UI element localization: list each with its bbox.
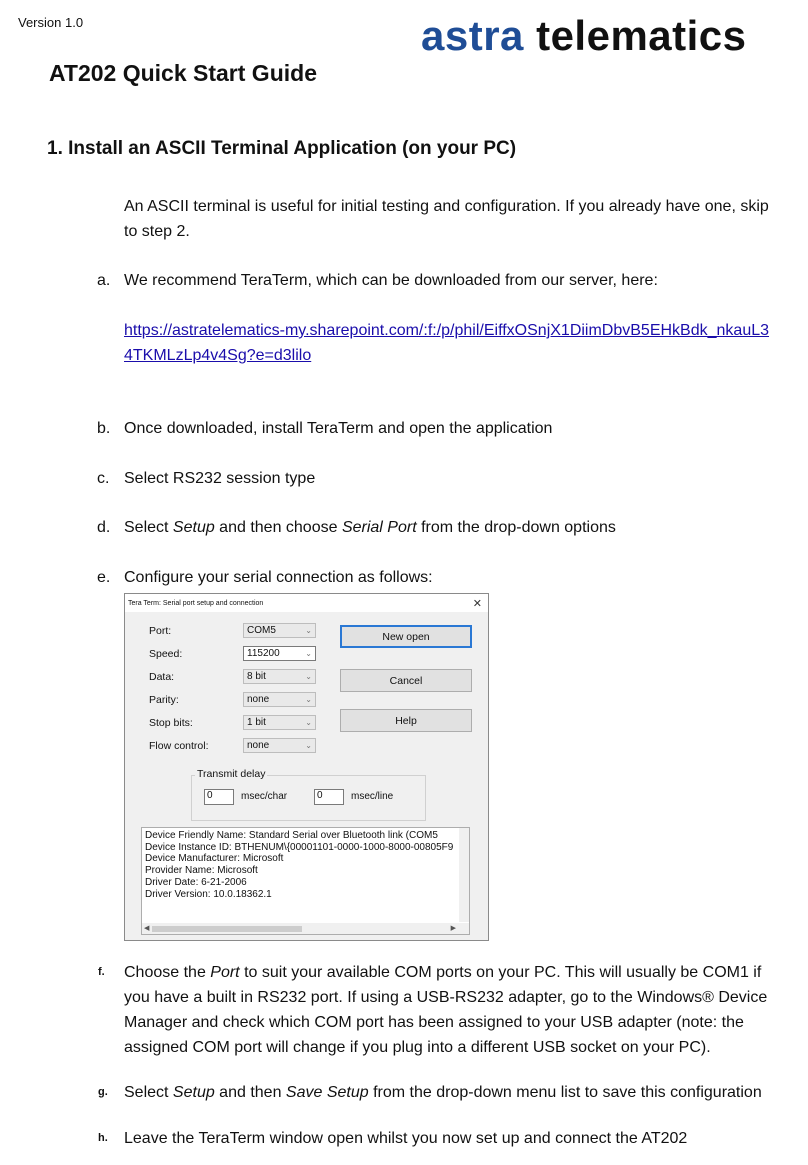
device-info-box xyxy=(141,827,470,935)
step-b-text: Once downloaded, install TeraTerm and open the application xyxy=(124,420,553,437)
step-h-text: Leave the TeraTerm window open whilst you now set up and connect the AT202 xyxy=(124,1130,688,1147)
scroll-right-icon[interactable]: ▶ xyxy=(450,925,456,932)
chevron-down-icon: ⌄ xyxy=(305,626,312,635)
data-select[interactable]: 8 bit ⌄ xyxy=(243,669,316,684)
flow-control-select[interactable]: none ⌄ xyxy=(243,738,316,753)
new-open-button[interactable]: New open xyxy=(340,625,472,648)
step-f-text: Choose the Port to suit your available COM ports on your PC. This will usually be COM1 if you have a built in RS232 port. If using a USB-RS232 adapter, go to the Windows® Device Manager and check which COM port has been assigned to your USB adapter (note: the assigned COM port will change if you plug into a different USB socket on your PC). xyxy=(124,964,768,1056)
line-delay-input[interactable]: 0 xyxy=(314,789,344,805)
close-icon[interactable]: ✕ xyxy=(472,597,482,610)
step-e-text: Configure your serial connection as follows: xyxy=(124,569,433,586)
device-info-line: Device Friendly Name: Standard Serial over Bluetooth link (COM5 xyxy=(145,830,438,841)
serial-port-dialog xyxy=(124,593,489,941)
stop-bits-label: Stop bits: xyxy=(149,716,193,729)
device-info-line: Provider Name: Microsoft xyxy=(145,865,258,877)
dialog-titlebar xyxy=(125,594,488,612)
line-delay-unit: msec/line xyxy=(351,791,394,802)
logo-word-telematics: telematics xyxy=(536,12,747,59)
chevron-down-icon: ⌄ xyxy=(305,649,312,658)
char-delay-input[interactable]: 0 xyxy=(204,789,234,805)
section-heading: 1. Install an ASCII Terminal Application (on your PC) xyxy=(47,138,517,159)
stop-bits-select[interactable]: 1 bit ⌄ xyxy=(243,715,316,730)
speed-label: Speed: xyxy=(149,647,183,660)
chevron-down-icon: ⌄ xyxy=(305,718,312,727)
port-label: Port: xyxy=(149,624,172,637)
help-button[interactable]: Help xyxy=(340,709,472,732)
device-info-line: Device Instance ID: BTHENUM\{00001101-0000-1000-8000-00805F9 xyxy=(145,841,454,853)
parity-label: Parity: xyxy=(149,693,179,706)
step-g-marker: g. xyxy=(98,1086,108,1098)
parity-select[interactable]: none ⌄ xyxy=(243,692,316,707)
intro-paragraph: An ASCII terminal is useful for initial testing and configuration. If you already have one, skip to step 2. xyxy=(124,198,769,240)
port-select[interactable]: COM5 ⌄ xyxy=(243,623,316,638)
transmit-delay-group xyxy=(191,768,426,821)
chevron-down-icon: ⌄ xyxy=(305,695,312,704)
step-g-text: Select Setup and then Save Setup from the drop-down menu list to save this configuration xyxy=(124,1084,762,1101)
port-row xyxy=(149,623,316,638)
flow-control-label: Flow control: xyxy=(149,739,209,752)
step-a-marker: a. xyxy=(97,272,111,289)
flow-control-row xyxy=(149,738,316,753)
chevron-down-icon: ⌄ xyxy=(305,672,312,681)
vertical-scrollbar[interactable] xyxy=(459,828,469,922)
chevron-down-icon: ⌄ xyxy=(305,741,312,750)
scrollbar-thumb[interactable] xyxy=(152,926,302,932)
company-logo xyxy=(421,6,747,66)
step-h-marker: h. xyxy=(98,1132,108,1144)
data-label: Data: xyxy=(149,670,175,683)
parity-row xyxy=(149,692,316,707)
device-info-line: Device Manufacturer: Microsoft xyxy=(145,853,284,865)
logo-word-astra: astra xyxy=(421,12,524,59)
data-row xyxy=(149,669,316,684)
page-title: AT202 Quick Start Guide xyxy=(49,60,317,86)
device-info-line: Driver Date: 6-21-2006 xyxy=(145,876,247,888)
cancel-button[interactable]: Cancel xyxy=(340,669,472,692)
scroll-left-icon[interactable]: ◀ xyxy=(144,925,150,932)
device-info-lines xyxy=(142,828,469,902)
step-f-marker: f. xyxy=(98,966,105,978)
download-link-block xyxy=(124,318,772,368)
step-c-marker: c. xyxy=(97,470,110,487)
horizontal-scrollbar[interactable] xyxy=(142,923,469,934)
step-c-text: Select RS232 session type xyxy=(124,470,316,487)
download-link[interactable]: https://astratelematics-my.sharepoint.com/:f:/p/phil/EiffxOSnjX1DiimDbvB5EHkBdk_nkauL34TKMLzLp4v4Sg?e=d3lilo xyxy=(124,322,770,364)
speed-select[interactable]: 115200 ⌄ xyxy=(243,646,316,661)
step-e-marker: e. xyxy=(97,569,111,586)
stop-bits-row xyxy=(149,715,316,730)
step-a-text: We recommend TeraTerm, which can be downloaded from our server, here: xyxy=(124,272,658,289)
dialog-title: Tera Term: Serial port setup and connection xyxy=(128,599,264,607)
step-d-marker: d. xyxy=(97,519,111,536)
transmit-delay-label: Transmit delay xyxy=(197,768,266,780)
speed-row xyxy=(149,646,316,661)
device-info-line: Driver Version: 10.0.18362.1 xyxy=(145,888,272,900)
step-d-text: Select Setup and then choose Serial Port from the drop-down options xyxy=(124,519,616,536)
version-label: Version 1.0 xyxy=(18,15,84,30)
step-b-marker: b. xyxy=(97,420,111,437)
char-delay-unit: msec/char xyxy=(241,791,288,802)
